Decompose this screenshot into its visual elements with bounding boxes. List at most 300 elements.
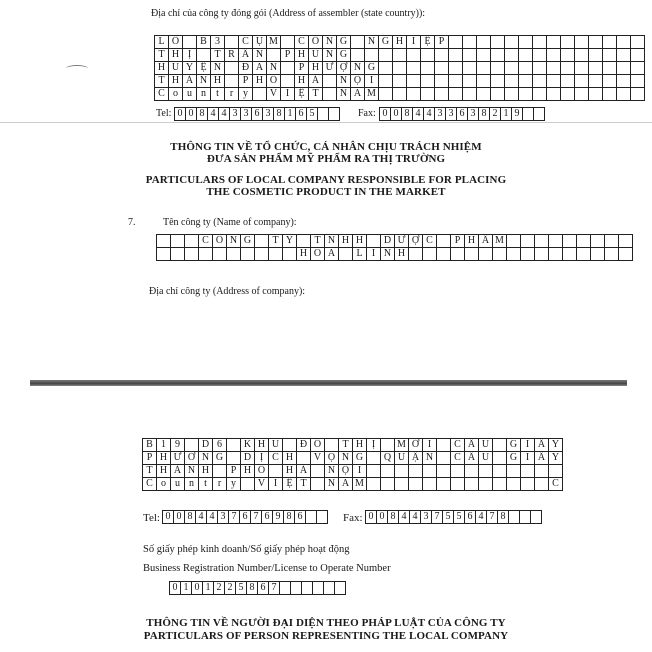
letter-cell: À xyxy=(297,465,311,478)
letter-cell: À xyxy=(183,75,197,88)
letter-cell: C xyxy=(239,36,253,49)
letter-cell xyxy=(393,62,407,75)
letter-cell: Đ xyxy=(239,62,253,75)
digit-cell: 4 xyxy=(196,511,207,524)
letter-cell xyxy=(479,465,493,478)
letter-cell xyxy=(367,465,381,478)
letter-cell: H xyxy=(297,248,311,261)
letter-cell: M xyxy=(395,439,409,452)
digit-row xyxy=(366,511,542,524)
letter-cell: Đ xyxy=(297,439,311,452)
letter-cell xyxy=(505,75,519,88)
digit-cell xyxy=(318,108,329,121)
letter-cell xyxy=(491,49,505,62)
letter-cell: H xyxy=(353,439,367,452)
letter-cell xyxy=(449,88,463,101)
grid-row xyxy=(155,75,645,88)
letter-cell xyxy=(269,248,283,261)
letter-cell xyxy=(477,88,491,101)
letter-cell xyxy=(465,465,479,478)
letter-cell xyxy=(449,49,463,62)
letter-cell: G xyxy=(507,439,521,452)
letter-cell xyxy=(575,62,589,75)
letter-cell xyxy=(535,478,549,491)
digit-cell xyxy=(302,582,313,595)
letter-cell: V xyxy=(267,88,281,101)
company-name-grid xyxy=(156,234,633,261)
letter-cell: H xyxy=(309,62,323,75)
letter-cell xyxy=(465,248,479,261)
letter-cell xyxy=(603,62,617,75)
letter-cell xyxy=(157,235,171,248)
digit-cell: 4 xyxy=(208,108,219,121)
letter-cell xyxy=(533,88,547,101)
letter-cell xyxy=(407,88,421,101)
letter-cell: Ờ xyxy=(185,452,199,465)
letter-cell xyxy=(393,75,407,88)
letter-cell: P xyxy=(239,75,253,88)
digit-cell: 7 xyxy=(487,511,498,524)
letter-cell: N xyxy=(325,478,339,491)
digit-cell: 6 xyxy=(240,511,251,524)
letter-cell xyxy=(437,235,451,248)
digit-cell xyxy=(523,108,534,121)
letter-cell xyxy=(549,465,563,478)
letter-cell xyxy=(225,62,239,75)
letter-cell xyxy=(365,49,379,62)
digit-cell xyxy=(335,582,346,595)
letter-cell: H xyxy=(199,465,213,478)
letter-cell xyxy=(477,36,491,49)
grid-row xyxy=(143,465,563,478)
letter-cell: N xyxy=(365,36,379,49)
digit-cell xyxy=(280,582,291,595)
letter-cell xyxy=(185,439,199,452)
digit-cell xyxy=(329,108,340,121)
digit-cell: 6 xyxy=(465,511,476,524)
letter-cell: À xyxy=(171,465,185,478)
letter-cell xyxy=(395,478,409,491)
letter-cell: A xyxy=(339,478,353,491)
digit-cell: 4 xyxy=(413,108,424,121)
license-number-grid xyxy=(169,581,346,595)
letter-cell: C xyxy=(451,439,465,452)
letter-cell xyxy=(197,49,211,62)
letter-cell: o xyxy=(169,88,183,101)
letter-cell: P xyxy=(227,465,241,478)
letter-cell: Ô xyxy=(169,36,183,49)
letter-cell xyxy=(435,49,449,62)
license-label-vi: Số giấy phép kinh doanh/Số giấy phép hoạt động xyxy=(143,544,350,555)
letter-cell: T xyxy=(339,439,353,452)
assembler-fax-label: Fax: xyxy=(358,108,376,119)
digit-cell: 1 xyxy=(203,582,214,595)
section-title-vi-1: THÔNG TIN VỀ TỔ CHỨC, CÁ NHÂN CHỊU TRÁCH NHIỆM xyxy=(170,141,482,153)
letter-cell: Ầ xyxy=(465,452,479,465)
letter-cell xyxy=(451,465,465,478)
letter-cell xyxy=(225,36,239,49)
letter-cell xyxy=(255,235,269,248)
letter-cell xyxy=(519,36,533,49)
letter-cell: A xyxy=(253,62,267,75)
section-title-vi-2: ĐƯA SẢN PHẨM MỸ PHẨM RA THỊ TRƯỜNG xyxy=(206,153,446,165)
letter-cell: K xyxy=(241,439,255,452)
letter-cell xyxy=(631,49,645,62)
letter-cell xyxy=(589,36,603,49)
letter-cell xyxy=(533,49,547,62)
letter-cell xyxy=(437,248,451,261)
letter-cell xyxy=(547,75,561,88)
letter-cell xyxy=(589,49,603,62)
letter-cell: N xyxy=(185,465,199,478)
digit-cell: 8 xyxy=(479,108,490,121)
letter-cell xyxy=(225,75,239,88)
letter-cell: H xyxy=(395,248,409,261)
letter-cell xyxy=(563,248,577,261)
letter-cell xyxy=(631,88,645,101)
letter-cell xyxy=(617,88,631,101)
letter-cell: Ù xyxy=(309,49,323,62)
letter-cell: U xyxy=(169,62,183,75)
digit-cell: 0 xyxy=(380,108,391,121)
digit-cell: 6 xyxy=(296,108,307,121)
letter-cell xyxy=(325,439,339,452)
letter-cell xyxy=(379,88,393,101)
digit-cell: 3 xyxy=(263,108,274,121)
letter-cell: N xyxy=(211,62,225,75)
letter-cell xyxy=(437,465,451,478)
letter-cell xyxy=(199,248,213,261)
letter-cell: G xyxy=(507,452,521,465)
company-tel-grid xyxy=(162,510,328,524)
letter-cell xyxy=(213,248,227,261)
digit-cell: 8 xyxy=(274,108,285,121)
letter-cell xyxy=(227,452,241,465)
letter-cell: M xyxy=(353,478,367,491)
letter-cell: H xyxy=(295,75,309,88)
letter-cell: r xyxy=(225,88,239,101)
letter-cell xyxy=(449,75,463,88)
digit-cell: 3 xyxy=(446,108,457,121)
letter-cell xyxy=(507,465,521,478)
letter-cell xyxy=(297,452,311,465)
letter-cell: Y xyxy=(549,439,563,452)
letter-cell xyxy=(323,88,337,101)
letter-cell: Ố xyxy=(267,75,281,88)
letter-cell xyxy=(603,49,617,62)
letter-cell: Ô xyxy=(309,36,323,49)
letter-cell xyxy=(619,235,633,248)
letter-cell: H xyxy=(283,452,297,465)
company-tel-label: Tel: xyxy=(143,512,160,524)
letter-cell xyxy=(575,88,589,101)
letter-cell xyxy=(451,478,465,491)
letter-cell: Ố xyxy=(255,465,269,478)
digit-cell: 3 xyxy=(230,108,241,121)
digit-cell: 5 xyxy=(236,582,247,595)
digit-cell: 7 xyxy=(251,511,262,524)
letter-cell xyxy=(519,49,533,62)
letter-cell xyxy=(603,88,617,101)
letter-cell: H xyxy=(255,439,269,452)
digit-cell: 8 xyxy=(402,108,413,121)
letter-cell xyxy=(547,88,561,101)
letter-cell: H xyxy=(393,36,407,49)
letter-cell: T xyxy=(155,49,169,62)
letter-cell: V xyxy=(255,478,269,491)
letter-cell xyxy=(521,248,535,261)
letter-cell xyxy=(283,439,297,452)
letter-cell: 6 xyxy=(213,439,227,452)
letter-cell xyxy=(563,235,577,248)
letter-cell xyxy=(575,36,589,49)
digit-cell: 9 xyxy=(273,511,284,524)
letter-cell: Y xyxy=(549,452,563,465)
assembler-address-label: Địa chỉ của công ty đóng gói (Address of assembler (state country)): xyxy=(151,8,426,19)
letter-cell: B xyxy=(143,439,157,452)
letter-cell xyxy=(449,62,463,75)
letter-cell xyxy=(505,88,519,101)
digit-cell: 4 xyxy=(410,511,421,524)
company-address-label: Địa chỉ công ty (Address of company): xyxy=(149,286,306,297)
letter-cell: H xyxy=(155,62,169,75)
letter-cell: C xyxy=(199,235,213,248)
letter-cell xyxy=(575,75,589,88)
grid-row xyxy=(155,88,645,101)
letter-cell xyxy=(605,248,619,261)
digit-cell: 7 xyxy=(432,511,443,524)
company-address-grid xyxy=(142,438,563,491)
letter-cell: N xyxy=(351,62,365,75)
letter-cell: Y xyxy=(183,62,197,75)
letter-cell: H xyxy=(211,75,225,88)
letter-cell xyxy=(535,248,549,261)
digit-cell: 6 xyxy=(258,582,269,595)
letter-cell: D xyxy=(381,235,395,248)
letter-cell xyxy=(519,75,533,88)
letter-cell xyxy=(491,88,505,101)
letter-cell xyxy=(381,478,395,491)
letter-cell xyxy=(549,235,563,248)
letter-cell xyxy=(227,439,241,452)
letter-cell xyxy=(561,49,575,62)
assembler-fax-grid xyxy=(379,107,545,121)
digit-cell: 0 xyxy=(186,108,197,121)
letter-cell: A xyxy=(325,248,339,261)
letter-cell xyxy=(491,36,505,49)
digit-cell: 6 xyxy=(295,511,306,524)
letter-cell xyxy=(493,439,507,452)
letter-cell: C xyxy=(143,478,157,491)
letter-cell xyxy=(241,478,255,491)
letter-cell xyxy=(409,465,423,478)
digit-cell: 4 xyxy=(219,108,230,121)
letter-cell xyxy=(395,465,409,478)
letter-cell xyxy=(463,36,477,49)
assembler-tel-grid xyxy=(174,107,340,121)
digit-cell: 5 xyxy=(307,108,318,121)
letter-cell: u xyxy=(183,88,197,101)
digit-cell: 4 xyxy=(476,511,487,524)
letter-cell: Ệ xyxy=(421,36,435,49)
letter-cell: P xyxy=(435,36,449,49)
digit-cell xyxy=(520,511,531,524)
letter-cell: I xyxy=(407,36,421,49)
digit-cell: 0 xyxy=(377,511,388,524)
page-edge-band xyxy=(30,380,627,386)
letter-cell xyxy=(493,452,507,465)
letter-cell: P xyxy=(143,452,157,465)
letter-cell xyxy=(407,75,421,88)
letter-cell xyxy=(591,235,605,248)
letter-cell: r xyxy=(213,478,227,491)
letter-cell xyxy=(575,49,589,62)
letter-cell: B xyxy=(197,36,211,49)
digit-cell: 3 xyxy=(241,108,252,121)
letter-cell xyxy=(507,235,521,248)
company-name-label: Tên công ty (Name of company): xyxy=(163,217,297,228)
letter-cell: N xyxy=(197,75,211,88)
page-divider xyxy=(0,122,652,123)
letter-cell: M xyxy=(365,88,379,101)
letter-cell xyxy=(171,248,185,261)
letter-cell xyxy=(281,75,295,88)
letter-cell xyxy=(533,62,547,75)
digit-cell: 8 xyxy=(388,511,399,524)
page-gap xyxy=(0,365,652,379)
letter-cell: N xyxy=(423,452,437,465)
letter-cell: Q xyxy=(381,452,395,465)
license-label-en: Business Registration Number/License to Operate Number xyxy=(143,563,391,574)
letter-cell: C xyxy=(423,235,437,248)
digit-cell: 7 xyxy=(229,511,240,524)
letter-cell: H xyxy=(295,49,309,62)
letter-cell: y xyxy=(239,88,253,101)
digit-cell: 0 xyxy=(163,511,174,524)
letter-cell: V xyxy=(311,452,325,465)
letter-cell xyxy=(631,36,645,49)
letter-cell xyxy=(451,248,465,261)
letter-cell: t xyxy=(199,478,213,491)
letter-cell xyxy=(449,36,463,49)
letter-cell xyxy=(297,235,311,248)
letter-cell: 1 xyxy=(157,439,171,452)
letter-cell xyxy=(533,75,547,88)
assembler-address-grid xyxy=(154,35,645,101)
digit-row xyxy=(175,108,340,121)
letter-cell: 3 xyxy=(211,36,225,49)
letter-cell: P xyxy=(295,62,309,75)
letter-cell: H xyxy=(157,465,171,478)
digit-cell: 5 xyxy=(454,511,465,524)
grid-row xyxy=(155,62,645,75)
letter-cell xyxy=(421,49,435,62)
letter-cell xyxy=(379,49,393,62)
letter-cell xyxy=(255,248,269,261)
grid-row xyxy=(157,235,633,248)
letter-cell xyxy=(561,88,575,101)
letter-cell xyxy=(617,49,631,62)
letter-cell xyxy=(477,49,491,62)
letter-cell xyxy=(477,75,491,88)
letter-cell xyxy=(367,452,381,465)
letter-cell xyxy=(435,62,449,75)
letter-cell xyxy=(281,36,295,49)
letter-cell xyxy=(577,248,591,261)
digit-cell xyxy=(313,582,324,595)
letter-cell: H xyxy=(241,465,255,478)
digit-cell xyxy=(324,582,335,595)
letter-cell xyxy=(605,235,619,248)
digit-cell: 0 xyxy=(174,511,185,524)
letter-cell: M xyxy=(267,36,281,49)
letter-cell: Ộ xyxy=(339,465,353,478)
letter-cell xyxy=(547,49,561,62)
letter-cell: Ợ xyxy=(409,235,423,248)
letter-cell xyxy=(437,478,451,491)
letter-cell: M xyxy=(493,235,507,248)
grid-row xyxy=(155,36,645,49)
letter-cell xyxy=(631,75,645,88)
digit-cell: 4 xyxy=(399,511,410,524)
letter-cell xyxy=(505,36,519,49)
letter-cell: R xyxy=(225,49,239,62)
letter-cell xyxy=(435,75,449,88)
item-number: 7. xyxy=(128,217,136,228)
digit-row xyxy=(170,582,346,595)
letter-cell xyxy=(547,62,561,75)
letter-cell: I xyxy=(281,88,295,101)
letter-cell: H xyxy=(157,452,171,465)
letter-cell: H xyxy=(339,235,353,248)
letter-cell: H xyxy=(353,235,367,248)
letter-cell xyxy=(507,478,521,491)
letter-cell xyxy=(241,248,255,261)
letter-cell: L xyxy=(155,36,169,49)
letter-cell: G xyxy=(353,452,367,465)
letter-cell: Ộ xyxy=(351,75,365,88)
letter-cell: H xyxy=(465,235,479,248)
letter-cell: U xyxy=(395,452,409,465)
grid-row xyxy=(143,452,563,465)
letter-cell xyxy=(283,248,297,261)
letter-cell xyxy=(407,62,421,75)
letter-cell: Ệ xyxy=(197,62,211,75)
digit-cell xyxy=(317,511,328,524)
letter-cell xyxy=(171,235,185,248)
letter-cell: D xyxy=(199,439,213,452)
letter-cell xyxy=(381,465,395,478)
letter-cell xyxy=(591,248,605,261)
grid-row xyxy=(143,439,563,452)
letter-cell: N xyxy=(253,49,267,62)
digit-cell: 2 xyxy=(214,582,225,595)
letter-cell xyxy=(519,88,533,101)
letter-cell xyxy=(479,478,493,491)
letter-cell: n xyxy=(197,88,211,101)
letter-cell xyxy=(253,88,267,101)
letter-cell: T xyxy=(269,235,283,248)
letter-cell xyxy=(421,88,435,101)
letter-cell xyxy=(213,465,227,478)
letter-cell xyxy=(351,36,365,49)
grid-row xyxy=(157,248,633,261)
letter-cell xyxy=(157,248,171,261)
letter-cell: Ấ xyxy=(535,452,549,465)
letter-cell xyxy=(603,36,617,49)
letter-cell xyxy=(519,62,533,75)
digit-cell: 4 xyxy=(424,108,435,121)
